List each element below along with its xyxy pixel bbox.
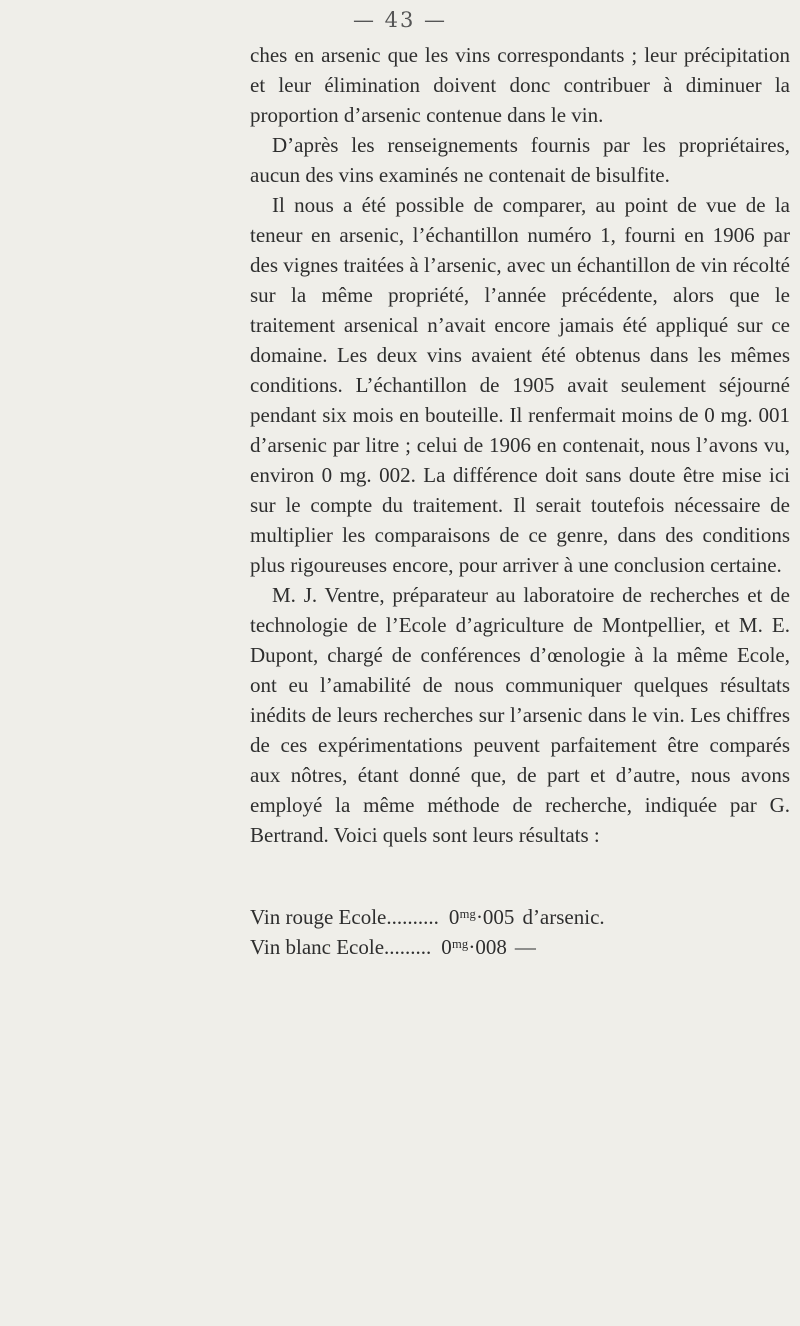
paragraph-bisulfite: D’après les renseignements fournis par les propriétaires, aucun des vins examinés ne contenait de bisulfite.	[250, 133, 790, 187]
result-unit: d’arsenic.	[522, 905, 605, 929]
result-row-white-wine	[250, 932, 790, 962]
result-unit: —	[514, 935, 536, 959]
result-value: 0ᵐᵍ·008	[441, 935, 507, 959]
paragraph-comparison: Il nous a été possible de comparer, au point de vue de la teneur en arsenic, l’échantillon numéro 1, fourni en 1906 par des vignes traitées à l’arsenic, avec un échantillon de vin récolté sur la même propriété, l’année précédente, alors que le traitement arsenical n’avait encore jamais été appliqué sur ce domaine. Les deux vins avaient été obtenus dans les mêmes conditions. L’échantillon de 1905 avait seulement séjourné pendant six mois en bouteille. Il renfermait moins de 0 mg. 001 d’arsenic par litre ; celui de 1906 en contenait, nous l’avons vu, environ 0 mg. 002. La différence doit sans doute être mise ici sur le compte du traitement. Il serait toutefois nécessaire de multiplier les comparaisons de ce genre, dans des conditions plus rigoureuses encore, pour arriver à une conclusion certaine.	[250, 193, 790, 577]
body-text	[250, 40, 790, 962]
result-label: Vin blanc Ecole	[250, 935, 385, 959]
result-row-red-wine	[250, 902, 790, 932]
result-leader-dots: .........	[384, 935, 432, 959]
result-leader-dots: ..........	[386, 905, 439, 929]
results-list	[250, 902, 790, 962]
page-number: — 43 —	[352, 8, 448, 32]
result-value: 0ᵐᵍ·005	[448, 905, 515, 929]
result-label: Vin rouge Ecole	[250, 905, 387, 929]
paragraph-ventre-dupont: M. J. Ventre, préparateur au laboratoire de recherches et de technologie de l’Ecole d’agriculture de Montpellier, et M. E. Dupont, chargé de conférences d’œnologie à la même Ecole, ont eu l’amabilité de nous communiquer quelques résultats inédits de leurs recherches sur l’arsenic dans le vin. Les chiffres de ces expérimentations peuvent parfaitement être comparés aux nôtres, étant donné que, de part et d’autre, nous avons employé la même méthode de recherche, indiquée par G. Bertrand. Voici quels sont leurs résultats :	[250, 583, 790, 847]
paragraph-continued: ches en arsenic que les vins correspondants ; leur précipitation et leur élimination doivent donc contribuer à diminuer la proportion d’arsenic contenue dans le vin.	[250, 43, 790, 127]
